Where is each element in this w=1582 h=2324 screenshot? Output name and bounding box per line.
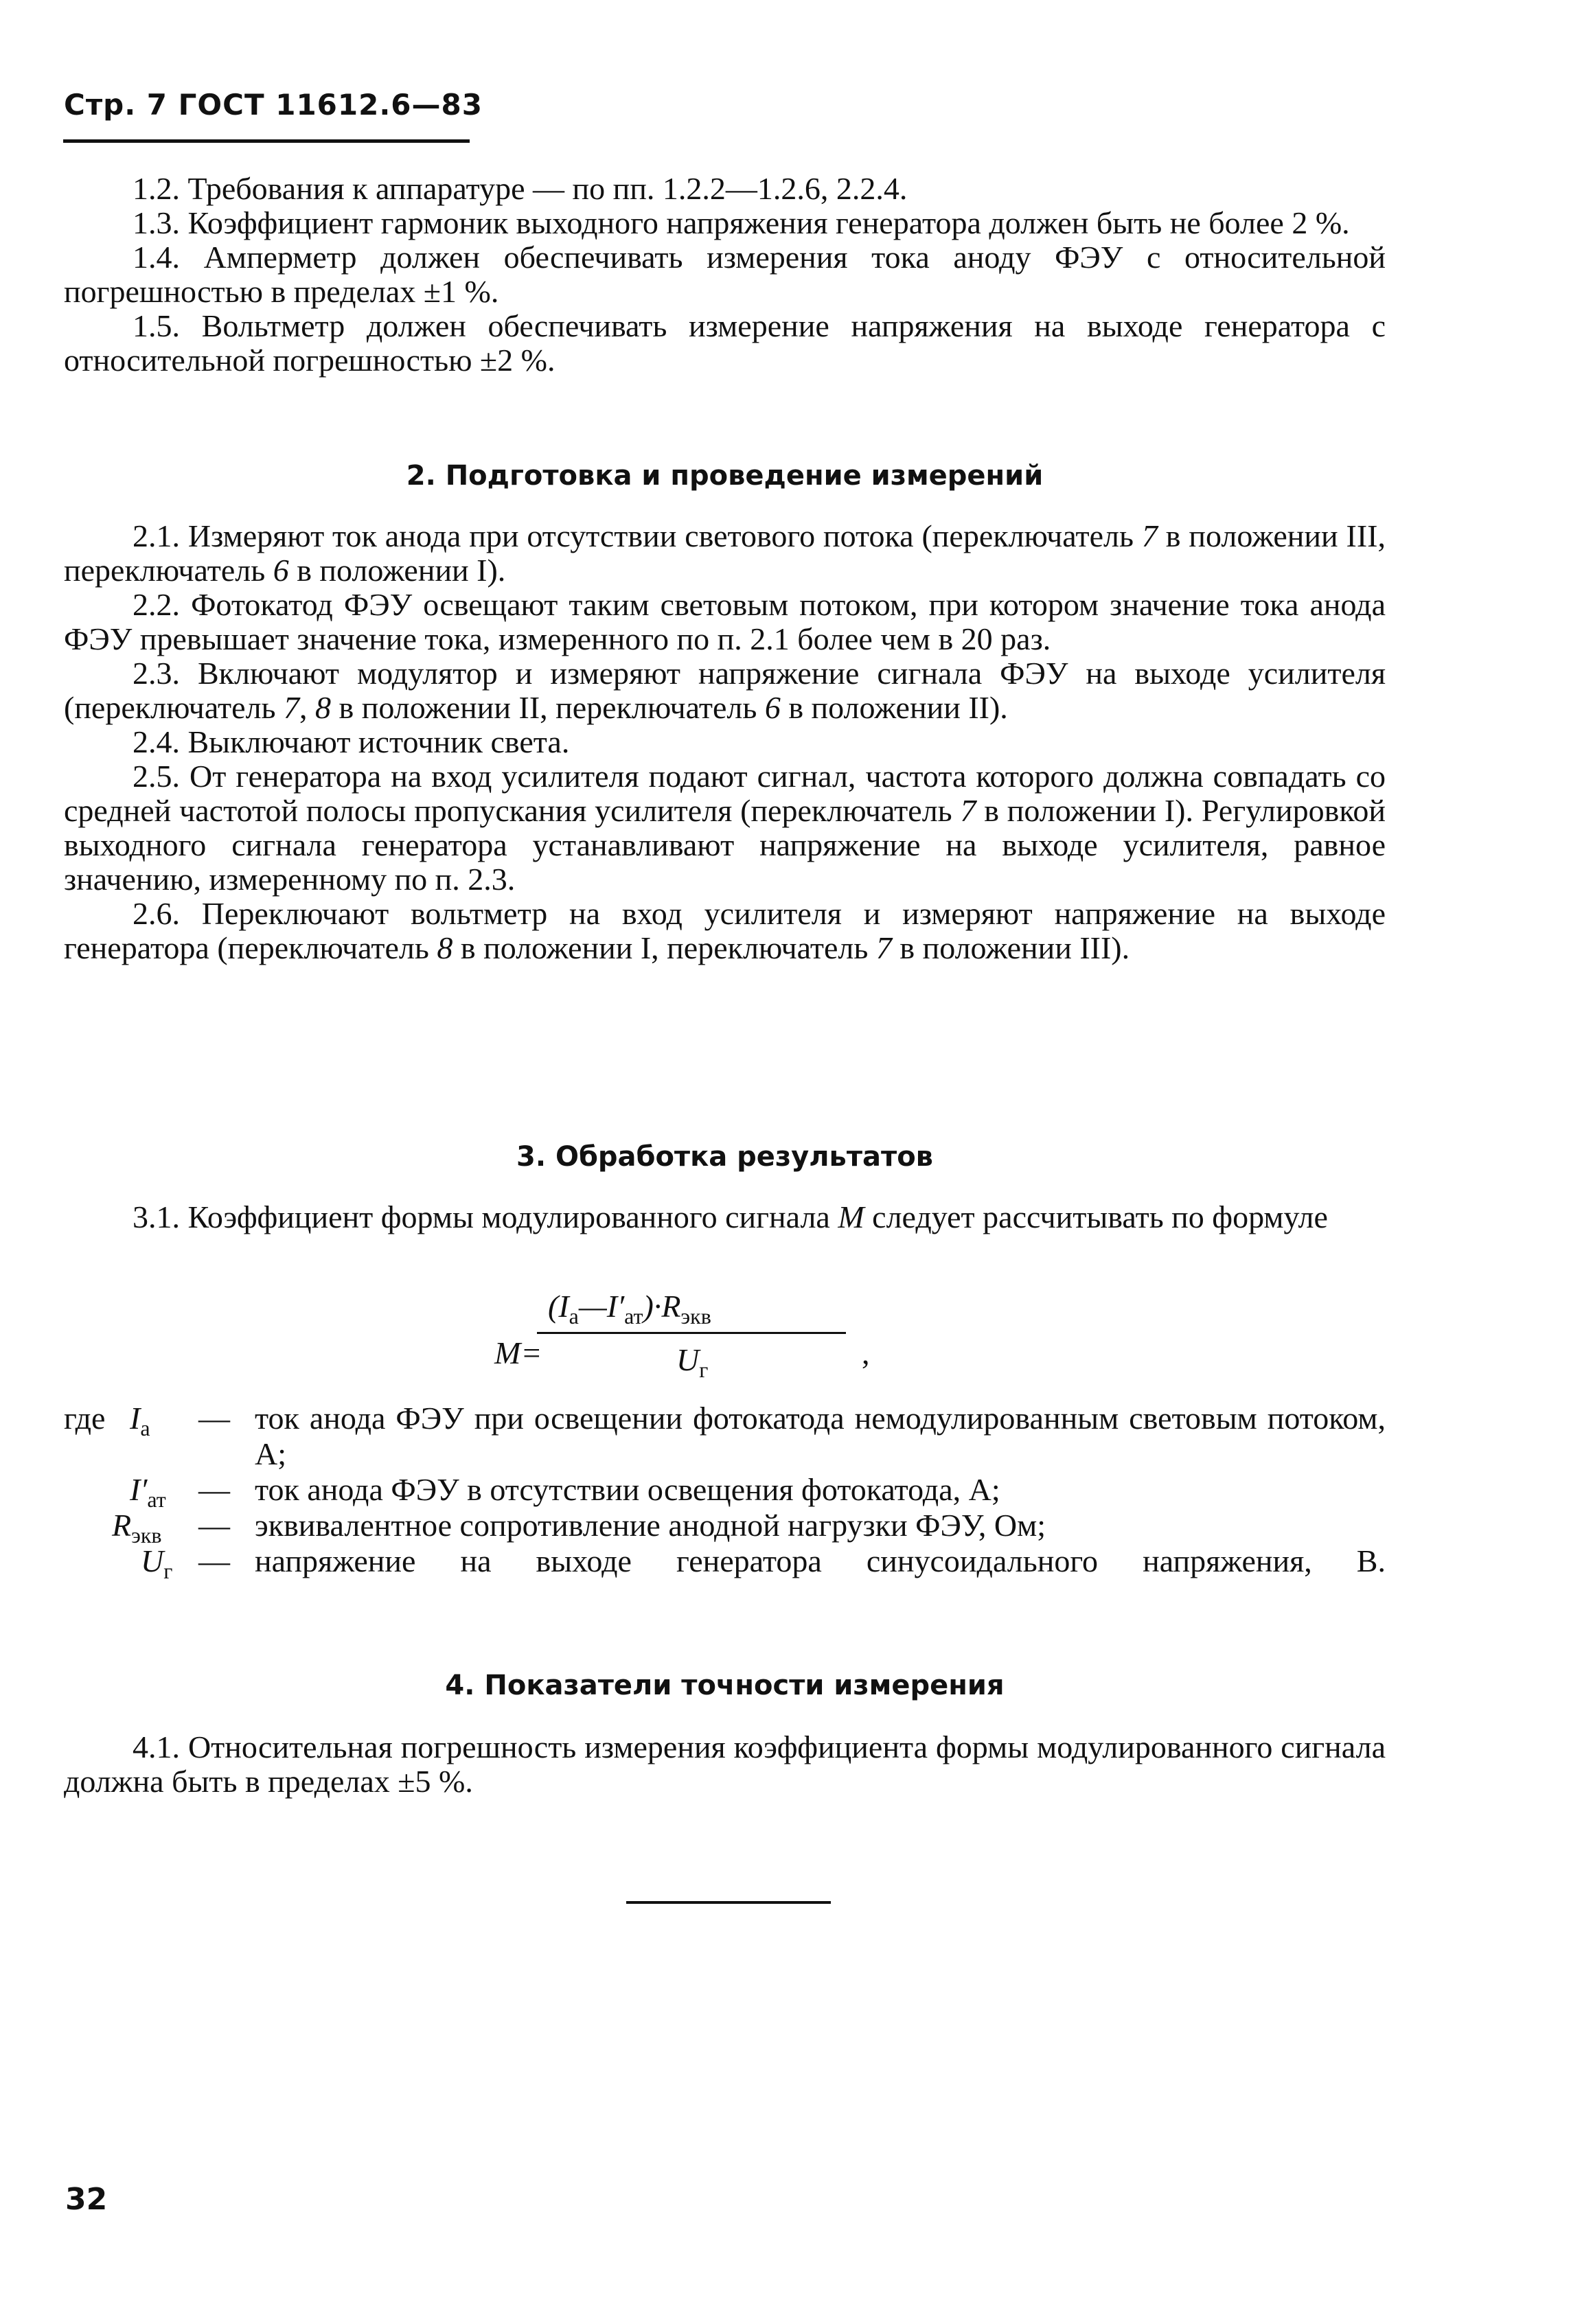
definition-text: эквивалентное сопротивление анодной нагрузки ФЭУ, Ом; (255, 1508, 1046, 1543)
paragraph-2-3: 2.3. Включают модулятор и измеряют напряжение сигнала ФЭУ на выходе усилителя (переключатель 7, 8 в положении II, переключатель 6 в положении II). (64, 656, 1386, 725)
formula-comma: , (862, 1335, 870, 1370)
formula-denominator: $U_г$ (676, 1342, 709, 1382)
section-4-body (64, 1730, 1386, 1799)
paragraph-1-4: 1.4. Амперметр должен обеспечивать измерения тока аноду ФЭУ с относительной погрешностью в пределах ±1 %. (64, 240, 1386, 309)
end-rule (626, 1901, 831, 1904)
symbol-ug: $U_г$ (141, 1543, 173, 1583)
definition-ug: $U_г$ — напряжение на выходе генератора синусоидального напряжения, В. (64, 1543, 1386, 1579)
definition-ia: где $I_а$ — ток анода ФЭУ при освещении фотокатода немодулированным световым потоком, А; (64, 1401, 1386, 1471)
header-rule (63, 139, 470, 143)
definition-text: напряжение на выходе генератора синусоидального напряжения, В. (255, 1543, 1386, 1578)
running-header: Стр. 7 ГОСТ 11612.6—83 (64, 88, 483, 122)
paragraph-2-1: 2.1. Измеряют ток анода при отсутствии светового потока (переключатель 7 в положении III, переключатель 6 в положении I). (64, 518, 1386, 588)
formula-m (494, 1288, 906, 1391)
definitions-list (64, 1401, 1386, 1583)
definition-iat: $I'_{ат}$ — ток анода ФЭУ в отсутствии освещения фотокатода, А; (64, 1472, 1386, 1508)
paragraph-2-6: 2.6. Переключают вольтметр на вход усилителя и измеряют напряжение на выходе генератора (переключатель 8 в положении I, переключатель 7 в положении III). (64, 896, 1386, 965)
page-number: 32 (65, 2182, 108, 2217)
where-label: где (64, 1401, 106, 1436)
paragraph-3-1: 3.1. Коэффициент формы модулированного сигнала M следует рассчитывать по формуле (133, 1199, 1328, 1234)
definition-text: ток анода ФЭУ в отсутствии освещения фотокатода, А; (255, 1472, 1000, 1507)
paragraph-4-1: 4.1. Относительная погрешность измерения коэффициента формы модулированного сигнала должна быть в пределах ±5 %. (64, 1729, 1386, 1799)
fraction-bar (537, 1332, 846, 1334)
section-2-body (64, 519, 1386, 965)
paragraph-1-5: 1.5. Вольтметр должен обеспечивать измерение напряжения на выходе генератора с относительной погрешностью ±2 %. (64, 308, 1386, 378)
section-3-intro (64, 1200, 1386, 1234)
definition-rekv: $R_{экв}$ — эквивалентное сопротивление анодной нагрузки ФЭУ, Ом; (64, 1508, 1386, 1543)
section-4-heading: 4. Показатели точности измерения (445, 1670, 1005, 1701)
formula-numerator: $(I_а—I'_{ат})\cdot R_{экв}$ (548, 1289, 711, 1328)
definition-text: ток анода ФЭУ при освещении фотокатода немодулированным световым потоком, А; (255, 1401, 1386, 1471)
paragraph-1-3: 1.3. Коэффициент гармоник выходного напряжения генератора должен быть не более 2 %. (133, 205, 1350, 240)
section-2-heading: 2. Подготовка и проведение измерений (406, 460, 1044, 492)
symbol-rekv: $R_{экв}$ (112, 1508, 162, 1548)
paragraph-2-2: 2.2. Фотокатод ФЭУ освещают таким световым потоком, при котором значение тока анода ФЭУ превышает значение тока, измеренного по п. 2.1 более чем в 20 раз. (64, 587, 1386, 656)
section-3-heading: 3. Обработка результатов (516, 1141, 933, 1173)
symbol-iat: $I'_{ат}$ (130, 1472, 166, 1512)
paragraph-2-4: 2.4. Выключают источник света. (133, 724, 570, 759)
section-1-body (64, 172, 1386, 378)
paragraph-2-5: 2.5. От генератора на вход усилителя подают сигнал, частота которого должна совпадать со средней частотой полосы пропускания усилителя (переключатель 7 в положении I). Регулировкой выходного сигнала генератора устанавливают напряжение на выходе усилителя, равное значению, измеренному по п. 2.3. (64, 759, 1386, 897)
symbol-ia: $I_а$ (130, 1401, 150, 1440)
formula-lhs: M= (494, 1335, 542, 1370)
paragraph-1-2: 1.2. Требования к аппаратуре — по пп. 1.2.2—1.2.6, 2.2.4. (133, 171, 908, 206)
